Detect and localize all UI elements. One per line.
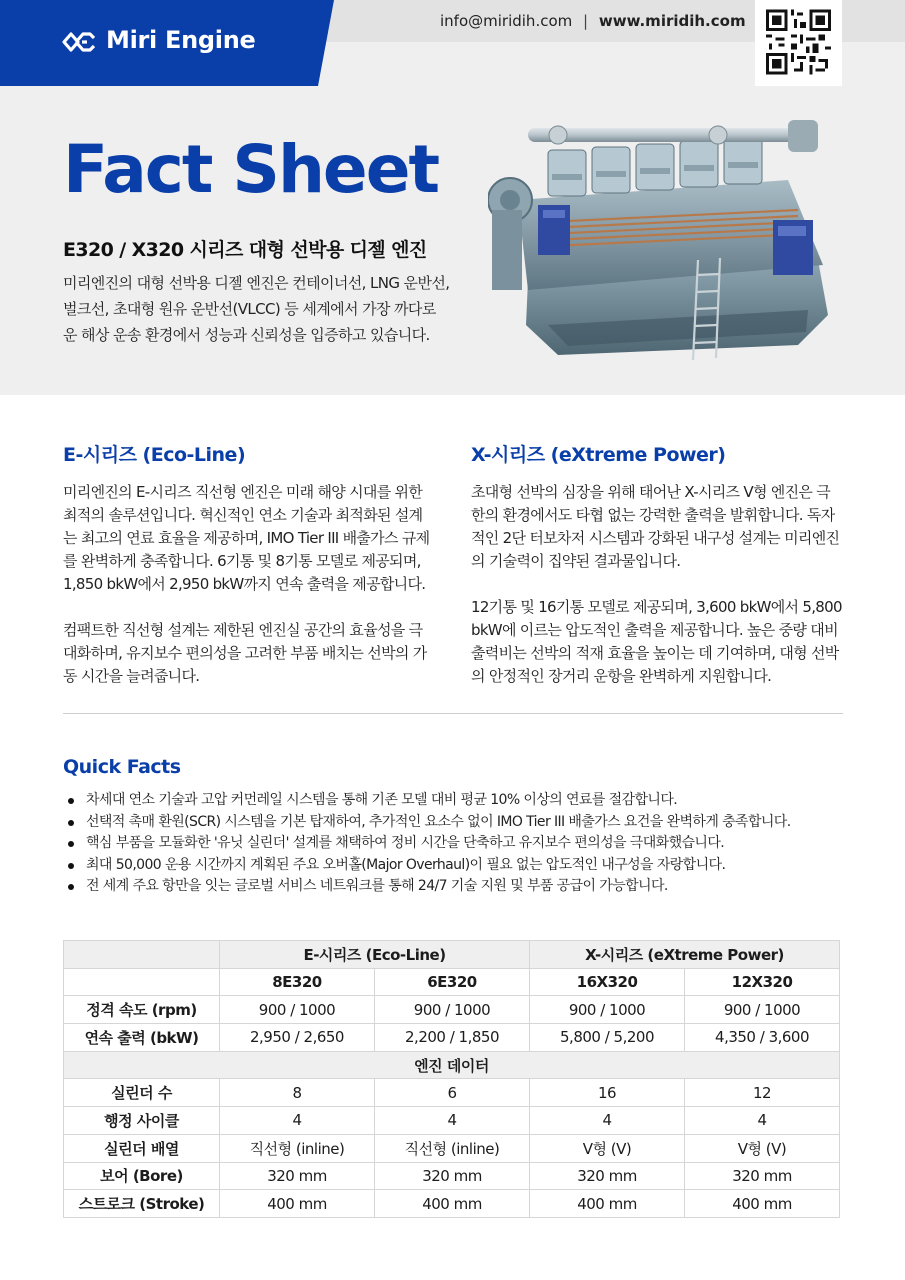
- fact-text: 최대 50,000 운용 시간까지 계획된 주요 오버홀(Major Overhaul)이 필요 없는 압도적인 내구성을 자랑합니다.: [86, 856, 726, 873]
- table-cell: 16: [530, 1079, 685, 1107]
- row-label: 보어 (Bore): [64, 1162, 220, 1190]
- intro-text: [63, 270, 458, 348]
- table-row: [64, 1079, 840, 1107]
- row-label: 행정 사이클: [64, 1107, 220, 1135]
- email-link[interactable]: info@miridih.com: [440, 12, 573, 30]
- bullet-icon: [68, 841, 74, 847]
- intro-line: 운 해상 운송 환경에서 성능과 신뢰성을 입증하고 있습니다.: [63, 326, 430, 344]
- table-cell: 320 mm: [530, 1162, 685, 1190]
- model-header: 6E320: [375, 968, 530, 996]
- row-label: 스트로크 (Stroke): [64, 1190, 220, 1218]
- model-header: 8E320: [220, 968, 375, 996]
- table-cell: 4: [685, 1107, 840, 1135]
- table-cell: 400 mm: [530, 1190, 685, 1218]
- bullet-icon: [68, 798, 74, 804]
- table-cell: 900 / 1000: [375, 996, 530, 1024]
- table-cell: 직선형 (inline): [375, 1134, 530, 1162]
- brand-name: Miri Engine: [106, 26, 256, 54]
- table-cell: 400 mm: [375, 1190, 530, 1218]
- bullet-icon: [68, 884, 74, 890]
- row-label: 연속 출력 (bkW): [64, 1024, 220, 1052]
- row-label: 실린더 배열: [64, 1134, 220, 1162]
- quick-facts-heading: Quick Facts: [63, 756, 181, 778]
- engine-data-section-header: 엔진 데이터: [64, 1051, 840, 1079]
- qr-code-icon: [766, 9, 831, 75]
- contact-separator: |: [583, 12, 589, 30]
- chain-link-icon: [62, 30, 96, 54]
- row-label: 정격 속도 (rpm): [64, 996, 220, 1024]
- contact-info: [440, 12, 745, 30]
- table-row: [64, 1024, 840, 1052]
- x-series-paragraph: 초대형 선박의 심장을 위해 태어난 X-시리즈 V형 엔진은 극한의 환경에서도 타협 없는 강력한 출력을 발휘합니다. 독자적인 2단 터보차저 시스템과 강화된 내구성 설계는 미리엔진의 기술력이 집약된 결과물입니다.: [471, 483, 840, 570]
- x-series-paragraph: 12기통 및 16기통 모델로 제공되며, 3,600 bkW에서 5,800 bkW에 이르는 압도적인 출력을 제공합니다. 높은 중량 대비 출력비는 선박의 적재 효율을 높이는 데 기여하며, 대형 선박의 안정적인 장거리 운항을 완벽하게 지원합니다.: [471, 598, 842, 685]
- page-title: Fact Sheet: [63, 131, 439, 208]
- table-cell: 400 mm: [685, 1190, 840, 1218]
- table-cell: V형 (V): [685, 1134, 840, 1162]
- fact-text: 전 세계 주요 항만을 잇는 글로벌 서비스 네트워크를 통해 24/7 기술 지원 및 부품 공급이 가능합니다.: [86, 878, 668, 894]
- table-section-row: [64, 1051, 840, 1079]
- qr-code[interactable]: [755, 0, 842, 86]
- e-series-paragraph: 컴팩트한 직선형 설계는 제한된 엔진실 공간의 효율성을 극대화하며, 유지보수 편의성을 고려한 부품 배치는 선박의 가동 시간을 늘려줍니다.: [63, 621, 427, 685]
- x-series-heading: X-시리즈 (eXtreme Power): [471, 444, 726, 466]
- table-row: [64, 996, 840, 1024]
- x-series-group-header: X-시리즈 (eXtreme Power): [530, 941, 840, 969]
- table-cell: 4: [375, 1107, 530, 1135]
- spec-table: [63, 940, 840, 1218]
- intro-line: 벌크선, 초대형 원유 운반선(VLCC) 등 세계에서 가장 까다로: [63, 300, 436, 318]
- table-cell: 2,200 / 1,850: [375, 1024, 530, 1052]
- table-cell: 8: [220, 1079, 375, 1107]
- fact-text: 차세대 연소 기술과 고압 커먼레일 시스템을 통해 기존 모델 대비 평균 10% 이상의 연료를 절감합니다.: [86, 792, 678, 808]
- model-header: 16X320: [530, 968, 685, 996]
- intro-line: 미리엔진의 대형 선박용 디젤 엔진은 컨테이너선, LNG 운반선,: [63, 274, 450, 292]
- model-header: 12X320: [685, 968, 840, 996]
- table-cell: 4,350 / 3,600: [685, 1024, 840, 1052]
- fact-text: 핵심 부품을 모듈화한 '유닛 실린더' 설계를 채택하여 정비 시간을 단축하고 유지보수 편의성을 극대화했습니다.: [86, 835, 725, 851]
- table-corner-cell: [64, 941, 220, 969]
- table-cell: 4: [530, 1107, 685, 1135]
- table-cell: 900 / 1000: [685, 996, 840, 1024]
- table-cell: 2,950 / 2,650: [220, 1024, 375, 1052]
- website-link[interactable]: www.miridih.com: [598, 12, 746, 30]
- table-model-row: [64, 968, 840, 996]
- table-cell: 320 mm: [220, 1162, 375, 1190]
- quick-facts-list: [68, 790, 848, 898]
- list-item: [68, 790, 848, 812]
- page-subtitle: E320 / X320 시리즈 대형 선박용 디젤 엔진: [63, 239, 427, 261]
- table-cell: 900 / 1000: [530, 996, 685, 1024]
- table-group-row: [64, 941, 840, 969]
- table-empty-cell: [64, 968, 220, 996]
- list-item: [68, 876, 848, 898]
- list-item: [68, 833, 848, 855]
- table-cell: 12: [685, 1079, 840, 1107]
- x-series-section: [471, 440, 843, 711]
- table-cell: 4: [220, 1107, 375, 1135]
- list-item: [68, 855, 848, 877]
- e-series-section: [63, 440, 435, 711]
- table-cell: 직선형 (inline): [220, 1134, 375, 1162]
- table-row: [64, 1134, 840, 1162]
- bullet-icon: [68, 863, 74, 869]
- table-cell: V형 (V): [530, 1134, 685, 1162]
- row-label: 실린더 수: [64, 1079, 220, 1107]
- bullet-icon: [68, 820, 74, 826]
- table-row: [64, 1107, 840, 1135]
- table-cell: 900 / 1000: [220, 996, 375, 1024]
- e-series-group-header: E-시리즈 (Eco-Line): [220, 941, 530, 969]
- table-cell: 6: [375, 1079, 530, 1107]
- table-cell: 400 mm: [220, 1190, 375, 1218]
- list-item: [68, 812, 848, 834]
- table-cell: 320 mm: [685, 1162, 840, 1190]
- engine-image: [488, 110, 840, 370]
- table-row: [64, 1162, 840, 1190]
- e-series-paragraph: 미리엔진의 E-시리즈 직선형 엔진은 미래 해양 시대를 위한 최적의 솔루션입니다. 혁신적인 연소 기술과 최적화된 설계는 최고의 연료 효율을 제공하며, IMO Tier III 배출가스 규제를 완벽하게 충족합니다. 6기통 및 8기통 모델로 제공되며, 1,850 bkW에서 2,950 bkW까지 연속 출력을 제공합니다.: [63, 483, 430, 593]
- section-divider: [63, 713, 843, 714]
- e-series-heading: E-시리즈 (Eco-Line): [63, 444, 246, 466]
- table-row: [64, 1190, 840, 1218]
- table-cell: 5,800 / 5,200: [530, 1024, 685, 1052]
- table-cell: 320 mm: [375, 1162, 530, 1190]
- fact-text: 선택적 촉매 환원(SCR) 시스템을 기본 탑재하여, 추가적인 요소수 없이 IMO Tier III 배출가스 요건을 완벽하게 충족합니다.: [86, 813, 791, 830]
